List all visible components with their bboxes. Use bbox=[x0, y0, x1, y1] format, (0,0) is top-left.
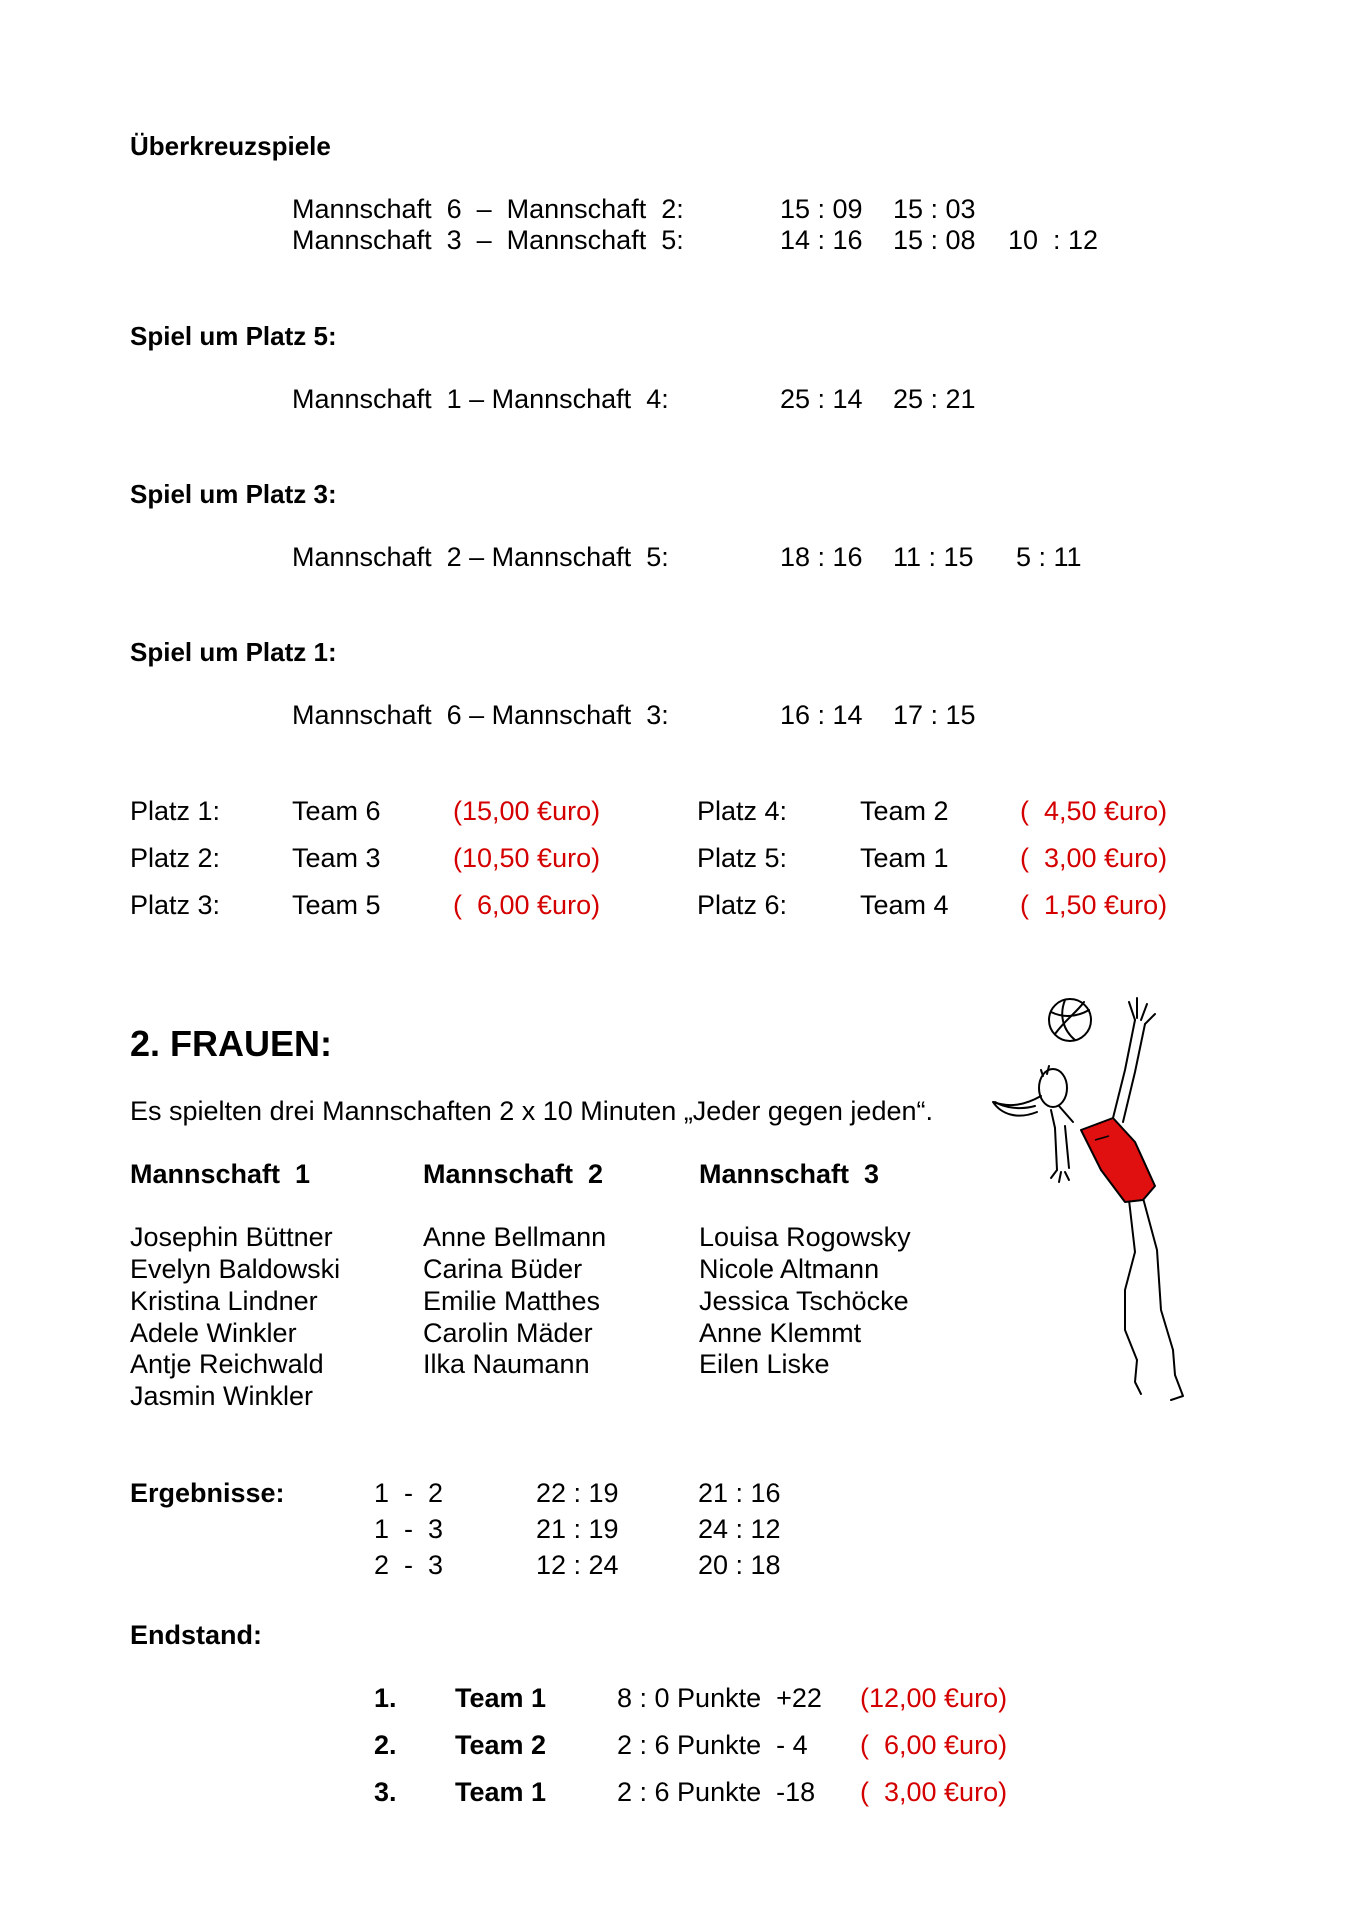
result-pair: 1 - 3 bbox=[374, 1514, 444, 1544]
ranking-team: Team 6 bbox=[292, 796, 381, 826]
section-title-cross-games: Überkreuzspiele bbox=[130, 131, 331, 161]
ranking-place: Platz 5: bbox=[697, 843, 788, 873]
player-name: Emilie Matthes bbox=[423, 1286, 601, 1316]
result-score: 24 : 12 bbox=[698, 1514, 781, 1544]
results-label: Ergebnisse: bbox=[130, 1478, 285, 1508]
ranking-prize: (10,50 €uro) bbox=[453, 843, 601, 873]
standing-team: Team 1 bbox=[455, 1777, 547, 1807]
section-title-place5: Spiel um Platz 5: bbox=[130, 321, 337, 351]
result-pair: 2 - 3 bbox=[374, 1550, 444, 1580]
player-name: Jessica Tschöcke bbox=[699, 1286, 909, 1316]
ranking-team: Team 4 bbox=[860, 890, 949, 920]
player-name: Eilen Liske bbox=[699, 1349, 830, 1379]
match-score: 5 : 11 bbox=[1016, 542, 1082, 572]
match-score: 15 : 03 bbox=[893, 194, 976, 224]
player-name: Jasmin Winkler bbox=[130, 1381, 314, 1411]
player-name: Evelyn Baldowski bbox=[130, 1254, 341, 1284]
result-score: 22 : 19 bbox=[536, 1478, 619, 1508]
match-label: Mannschaft 2 – Mannschaft 5: bbox=[292, 542, 669, 572]
standing-points: 2 : 6 Punkte -18 bbox=[617, 1777, 816, 1807]
player-name: Ilka Naumann bbox=[423, 1349, 590, 1379]
match-score: 25 : 14 bbox=[780, 384, 863, 414]
section-title-place3: Spiel um Platz 3: bbox=[130, 479, 337, 509]
player-name: Anne Bellmann bbox=[423, 1222, 607, 1252]
standing-team: Team 2 bbox=[455, 1730, 547, 1760]
ranking-place: Platz 3: bbox=[130, 890, 221, 920]
player-name: Kristina Lindner bbox=[130, 1286, 318, 1316]
match-label: Mannschaft 3 – Mannschaft 5: bbox=[292, 225, 684, 255]
standing-rank: 3. bbox=[374, 1777, 397, 1807]
standing-rank: 2. bbox=[374, 1730, 397, 1760]
match-score: 18 : 16 bbox=[780, 542, 863, 572]
match-score: 16 : 14 bbox=[780, 700, 863, 730]
standings-label: Endstand: bbox=[130, 1620, 262, 1650]
match-score: 11 : 15 bbox=[893, 542, 974, 572]
match-label: Mannschaft 6 – Mannschaft 3: bbox=[292, 700, 669, 730]
ranking-place: Platz 6: bbox=[697, 890, 788, 920]
women-intro: Es spielten drei Mannschaften 2 x 10 Minuten „Jeder gegen jeden“. bbox=[130, 1096, 933, 1126]
ranking-team: Team 2 bbox=[860, 796, 949, 826]
standing-team: Team 1 bbox=[455, 1683, 547, 1713]
player-name: Adele Winkler bbox=[130, 1318, 297, 1348]
result-score: 12 : 24 bbox=[536, 1550, 619, 1580]
ranking-prize: ( 4,50 €uro) bbox=[1020, 796, 1168, 826]
player-name: Carolin Mäder bbox=[423, 1318, 593, 1348]
standing-prize: ( 3,00 €uro) bbox=[860, 1777, 1008, 1807]
player-name: Anne Klemmt bbox=[699, 1318, 862, 1348]
match-score: 15 : 09 bbox=[780, 194, 863, 224]
standing-prize: (12,00 €uro) bbox=[860, 1683, 1008, 1713]
ranking-team: Team 3 bbox=[292, 843, 381, 873]
ranking-prize: ( 6,00 €uro) bbox=[453, 890, 601, 920]
team-name: Mannschaft 1 bbox=[130, 1159, 311, 1189]
ranking-place: Platz 2: bbox=[130, 843, 221, 873]
player-name: Nicole Altmann bbox=[699, 1254, 880, 1284]
standing-points: 8 : 0 Punkte +22 bbox=[617, 1683, 822, 1713]
team-name: Mannschaft 3 bbox=[699, 1159, 880, 1189]
result-score: 21 : 16 bbox=[698, 1478, 781, 1508]
standing-prize: ( 6,00 €uro) bbox=[860, 1730, 1008, 1760]
volleyball-player-icon bbox=[985, 990, 1210, 1420]
result-score: 20 : 18 bbox=[698, 1550, 781, 1580]
match-score: 15 : 08 bbox=[893, 225, 976, 255]
result-pair: 1 - 2 bbox=[374, 1478, 444, 1508]
women-heading: 2. FRAUEN: bbox=[130, 1023, 333, 1064]
match-score: 14 : 16 bbox=[780, 225, 863, 255]
player-name: Antje Reichwald bbox=[130, 1349, 324, 1379]
ranking-prize: (15,00 €uro) bbox=[453, 796, 601, 826]
match-score: 25 : 21 bbox=[893, 384, 976, 414]
player-name: Louisa Rogowsky bbox=[699, 1222, 911, 1252]
player-name: Carina Büder bbox=[423, 1254, 583, 1284]
ranking-prize: ( 1,50 €uro) bbox=[1020, 890, 1168, 920]
result-score: 21 : 19 bbox=[536, 1514, 619, 1544]
standing-points: 2 : 6 Punkte - 4 bbox=[617, 1730, 808, 1760]
match-label: Mannschaft 6 – Mannschaft 2: bbox=[292, 194, 684, 224]
standing-rank: 1. bbox=[374, 1683, 397, 1713]
match-score: 17 : 15 bbox=[893, 700, 976, 730]
ranking-team: Team 1 bbox=[860, 843, 949, 873]
ranking-place: Platz 4: bbox=[697, 796, 788, 826]
ranking-place: Platz 1: bbox=[130, 796, 221, 826]
ranking-team: Team 5 bbox=[292, 890, 381, 920]
player-name: Josephin Büttner bbox=[130, 1222, 333, 1252]
match-score: 10 : 12 bbox=[1008, 225, 1099, 255]
match-label: Mannschaft 1 – Mannschaft 4: bbox=[292, 384, 669, 414]
team-name: Mannschaft 2 bbox=[423, 1159, 604, 1189]
section-title-place1: Spiel um Platz 1: bbox=[130, 637, 337, 667]
ranking-prize: ( 3,00 €uro) bbox=[1020, 843, 1168, 873]
